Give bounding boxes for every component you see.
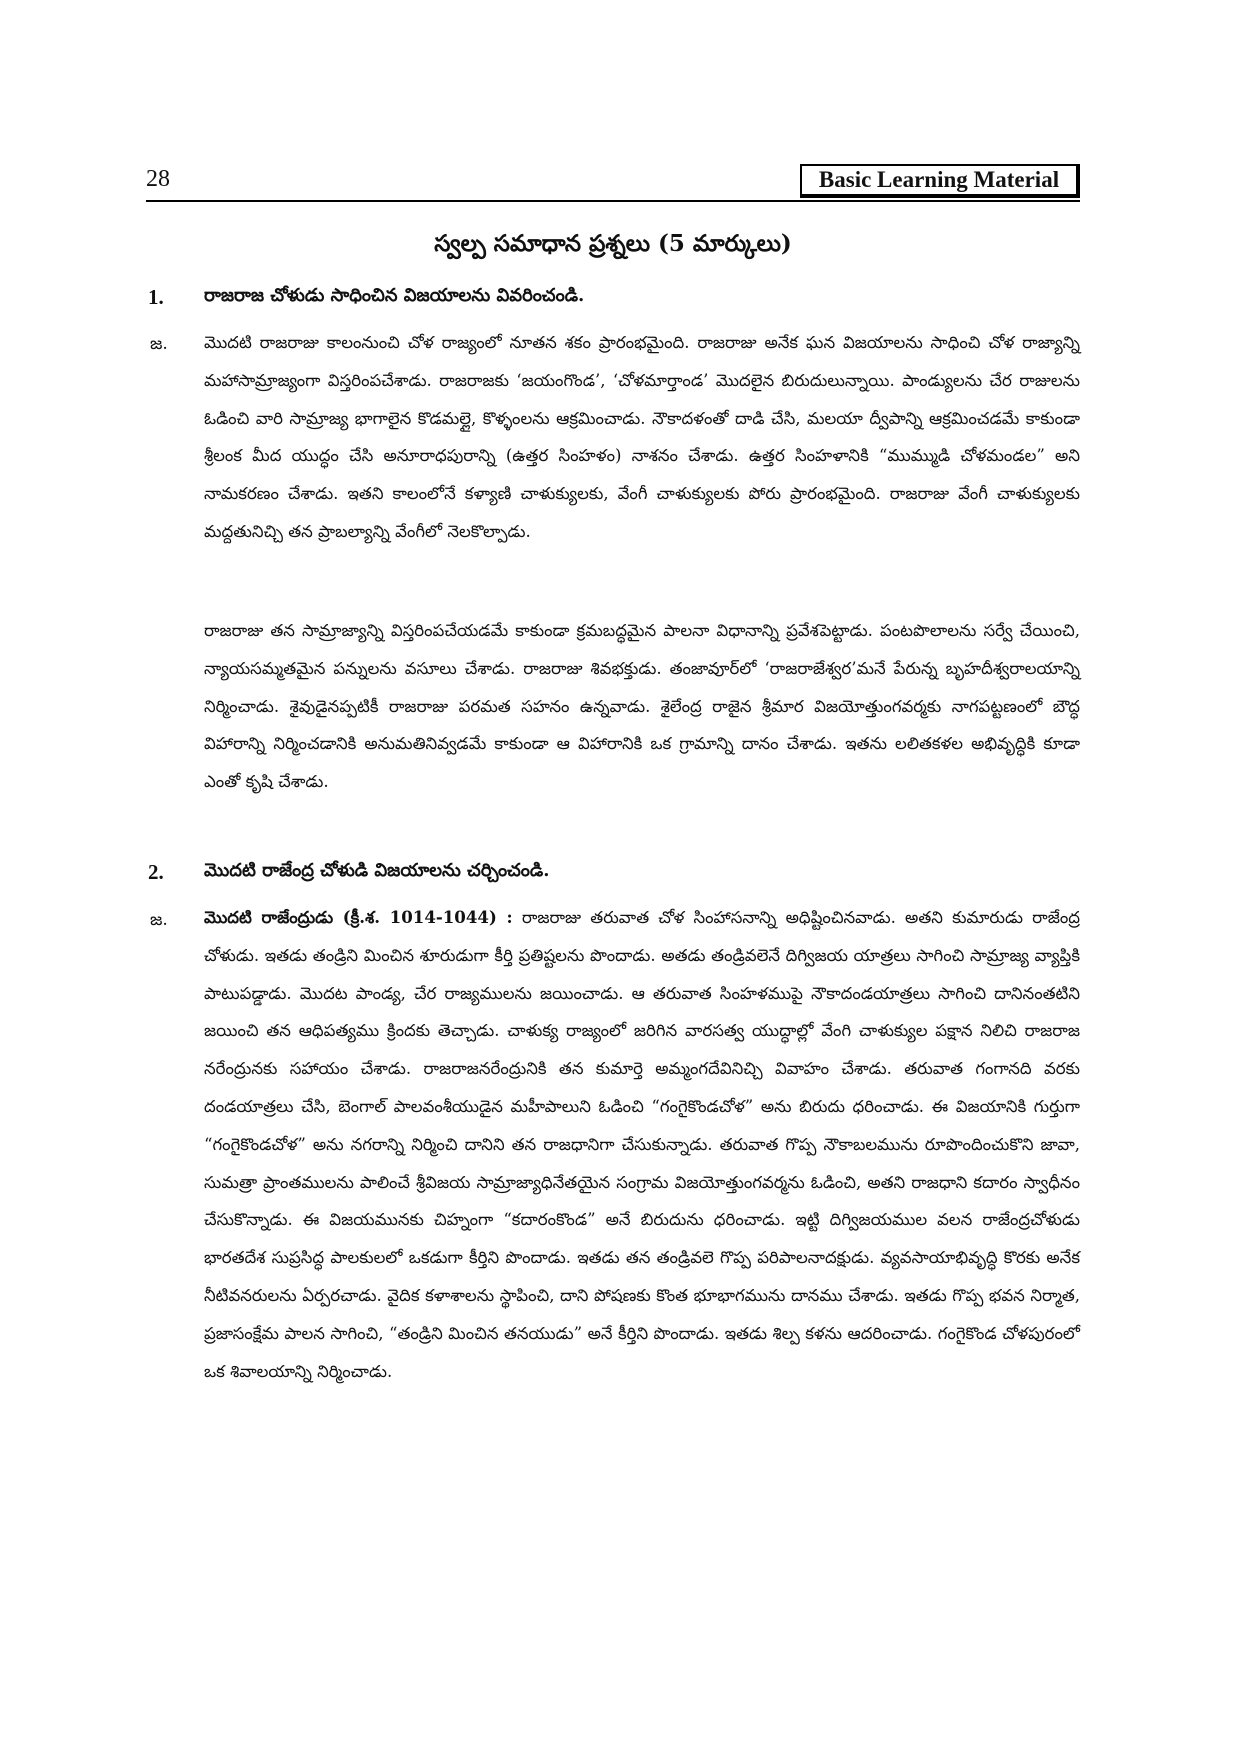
answer-paragraph: [204, 899, 1080, 1390]
header-title-box: Basic Learning Material: [800, 164, 1080, 198]
answer-lead: మొదటి రాజేంద్రుడు (క్రీ.శ. 1014-1044) :: [204, 907, 513, 927]
answer-paragraph: మొదటి రాజరాజు కాలంనుంచి చోళ రాజ్యంలో నూతన శకం ప్రారంభమైంది. రాజరాజు అనేక ఘన విజయాలను సాధించి చోళ రాజ్యాన్ని మహాసామ్రాజ్యంగా విస్తరింపచేశాడు. రాజరాజకు ‘జయంగొండ’, ‘చోళమార్తాండ’ మొదలైన బిరుదులున్నాయి. పాండ్యులను చేర రాజులను ఓడించి వారి సామ్రాజ్య భాగాలైన కొడమల్లై, కొళ్ళంలను ఆక్రమించాడు. నౌకాదళంతో దాడి చేసి, మలయా ద్వీపాన్ని ఆక్రమించడమే కాకుండా శ్రీలంక మీద యుద్ధం చేసి అనూరాధపురాన్ని (ఉత్తర సింహళం) నాశనం చేశాడు. ఉత్తర సింహళానికి “ముమ్ముడి చోళమండల” అని నామకరణం చేశాడు. ఇతని కాలంలోనే కళ్యాణి చాళుక్యులకు, వేంగీ చాళుక్యులకు పోరు ప్రారంభమైంది. రాజరాజు వేంగీ చాళుక్యులకు మద్దతునిచ్చి తన ప్రాబల్యాన్ని వేంగీలో నెలకొల్పాడు.: [204, 333, 1080, 541]
section-title: స్వల్ప సమాధాన ప్రశ్నలు (5 మార్కులు): [434, 230, 792, 257]
answer-body: రాజరాజు తరువాత చోళ సింహాసనాన్ని అధిష్టించినవాడు. అతని కుమారుడు రాజేంద్ర చోళుడు. ఇతడు తండ్రిని మించిన శూరుడుగా కీర్తి ప్రతిష్టలను పొందాడు. అతడు తండ్రివలెనే దిగ్విజయ యాత్రలు సాగించి సామ్రాజ్య వ్యాప్తికి పాటుపడ్డాడు. మొదట పాండ్య, చేర రాజ్యములను జయించాడు. ఆ తరువాత సింహళముపై నౌకాదండయాత్రలు సాగించి దానినంతటిని జయించి తన ఆధిపత్యము క్రిందకు తెచ్చాడు. చాళుక్య రాజ్యంలో జరిగిన వారసత్వ యుద్ధాల్లో వేంగి చాళుక్యుల పక్షాన నిలిచి రాజరాజ నరేంద్రునకు సహాయం చేశాడు. రాజరాజనరేంద్రునికి తన కుమార్తె అమ్మంగదేవినిచ్చి వివాహం చేశాడు. తరువాత గంగానది వరకు దండయాత్రలు చేసి, బెంగాల్ పాలవంశీయుడైన మహీపాలుని ఓడించి “గంగైకొండచోళ” అను బిరుదు ధరించాడు. ఈ విజయానికి గుర్తుగా “గంగైకొండచోళ” అను నగరాన్ని నిర్మించి దానిని తన రాజధానిగా చేసుకున్నాడు. తరువాత గొప్ప నౌకాబలమును రూపొందించుకొని జావా, సుమత్రా ప్రాంతములను పాలించే శ్రీవిజయ సామ్రాజ్యాధినేతయైన సంగ్రామ విజయోత్తుంగవర్మను ఓడించి, అతని రాజధాని కదారం స్వాధీనం చేసుకొన్నాడు. ఈ విజయమునకు చిహ్నంగా “కదారంకొండ” అనే బిరుదును ధరించాడు. ఇట్టి దిగ్విజయముల వలన రాజేంద్రచోళుడు భారతదేశ సుప్రసిద్ధ పాలకులలో ఒకడుగా కీర్తిని పొందాడు. ఇతడు తన తండ్రివలె గొప్ప పరిపాలనాదక్షుడు. వ్యవసాయాభివృద్ధి కొరకు అనేక నీటివనరులను ఏర్పరచాడు. వైదిక కళాశాలను స్థాపించి, దాని పోషణకు కొంత భూభాగమును దానము చేశాడు. ఇతడు గొప్ప భవన నిర్మాత, ప్రజాసంక్షేమ పాలన సాగించి, “తండ్రిని మించిన తనయుడు” అనే కీర్తిని పొందాడు. ఇతడు శిల్ప కళను ఆదరించాడు. గంగైకొండ చోళపురంలో ఒక శివాలయాన్ని నిర్మించాడు.: [204, 908, 1080, 1381]
question-text: రాజరాజ చోళుడు సాధించిన విజయాలను వివరించండి.: [204, 285, 585, 306]
question-number: 1.: [148, 285, 164, 309]
header-rule: [146, 200, 1080, 202]
answer-marker: జ.: [150, 910, 168, 930]
question-text: మొదటి రాజేంద్ర చోళుడి విజయాలను చర్చించండి.: [204, 860, 550, 881]
page-number: 28: [146, 166, 170, 192]
question-number: 2.: [148, 860, 164, 884]
answer-marker: జ.: [150, 334, 168, 354]
answer-paragraph: రాజరాజు తన సామ్రాజ్యాన్ని విస్తరింపచేయడమే కాకుండా క్రమబద్ధమైన పాలనా విధానాన్ని ప్రవేశపెట్టాడు. పంటపొలాలను సర్వే చేయించి, న్యాయసమ్మతమైన పన్నులను వసూలు చేశాడు. రాజరాజు శివభక్తుడు. తంజావూర్‌లో ‘రాజరాజేశ్వర’మనే పేరున్న బృహదీశ్వరాలయాన్ని నిర్మించాడు. శైవుడైనప్పటికీ రాజరాజు పరమత సహనం ఉన్నవాడు. శైలేంద్ర రాజైన శ్రీమార విజయోత్తుంగవర్మకు నాగపట్టణంలో బౌద్ధ విహారాన్ని నిర్మించడానికి అనుమతినివ్వడమే కాకుండా ఆ విహారానికి ఒక గ్రామాన్ని దానం చేశాడు. ఇతను లలితకళల అభివృద్ధికి కూడా ఎంతో కృషి చేశాడు.: [204, 621, 1080, 792]
